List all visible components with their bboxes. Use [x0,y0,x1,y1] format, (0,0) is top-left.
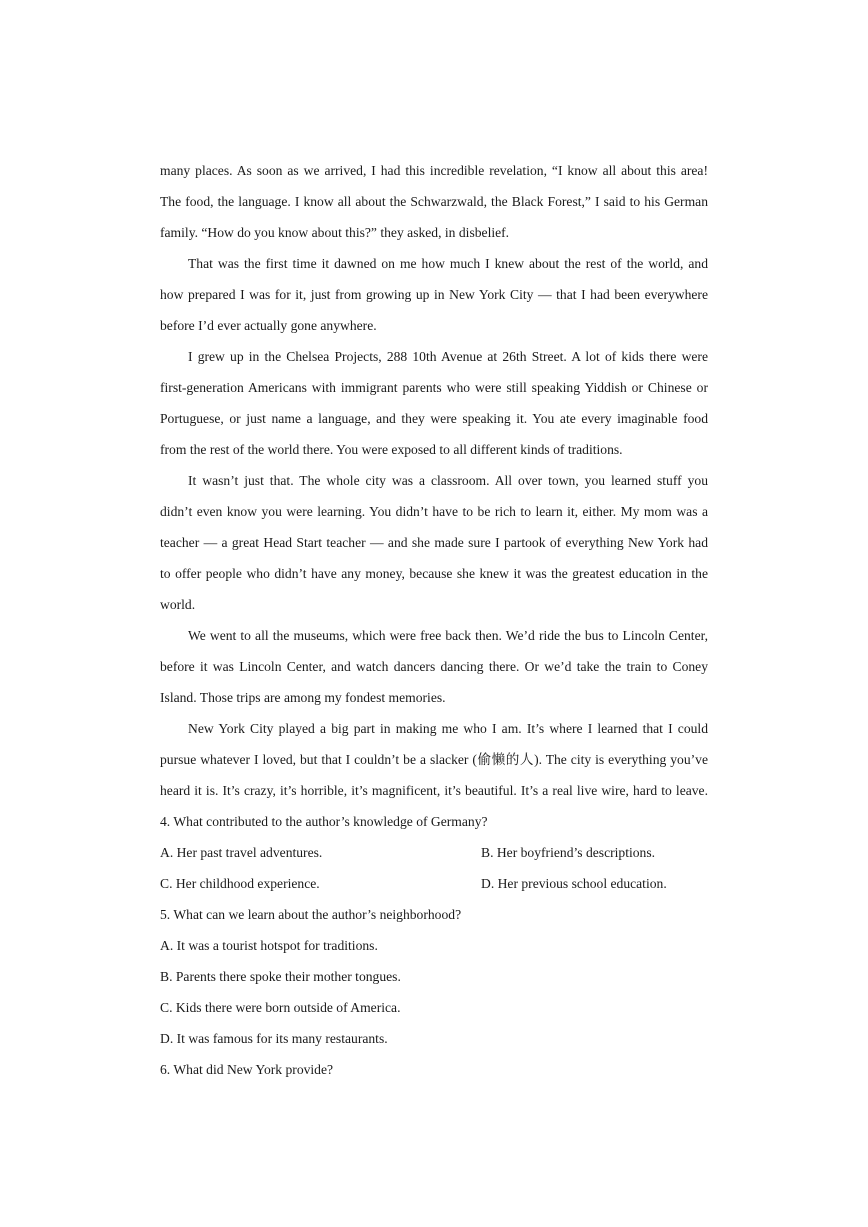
paragraph-6 [160,713,708,806]
text-line: We went to all the museums, which were free back then. We’d ride the bus to Lincoln Center, [188,628,708,643]
option-c: C. Her childhood experience. [160,876,320,891]
text-line: New York City played a big part in making me who I am. It’s where I learned that I could [188,721,708,736]
exam-page [160,155,708,1085]
text-line: Portuguese, or just name a language, and they were speaking it. You ate every imaginable food [160,411,708,426]
text-line: from the rest of the world there. You were exposed to all different kinds of traditions. [160,442,623,457]
text-line: how prepared I was for it, just from growing up in New York City — that I had been everywhere [160,287,708,302]
text-line: before I’d ever actually gone anywhere. [160,318,377,333]
text-line: world. [160,597,196,612]
text-line: Island. Those trips are among my fondest memories. [160,690,446,705]
text-line: heard it is. It’s crazy, it’s horrible, it’s magnificent, it’s beautiful. It’s a real live wire, hard to leave. [160,783,708,798]
question-5 [160,899,708,1054]
question-stem: 6. What did New York provide? [160,1062,334,1077]
option-a: A. Her past travel adventures. [160,845,323,860]
text-line: didn’t even know you were learning. You didn’t have to be rich to learn it, either. My mom was a [160,504,708,519]
option-c: C. Kids there were born outside of America. [160,1000,401,1015]
text-line: many places. As soon as we arrived, I had this incredible revelation, “I know all about this area! [160,163,708,178]
option-row [160,837,708,868]
text-line: to offer people who didn’t have any money, because she knew it was the greatest education in the [160,566,708,581]
text-line: That was the first time it dawned on me how much I knew about the rest of the world, and [188,256,708,271]
option-d: D. Her previous school education. [481,876,667,891]
text-line: pursue whatever I loved, but that I couldn’t be a slacker (偷懒的人). The city is everything you’ve [160,752,708,767]
text-line: It wasn’t just that. The whole city was a classroom. All over town, you learned stuff you [188,473,708,488]
text-line: before it was Lincoln Center, and watch dancers dancing there. Or we’d take the train to Coney [160,659,708,674]
option-b: B. Her boyfriend’s descriptions. [481,845,656,860]
text-line: I grew up in the Chelsea Projects, 288 10th Avenue at 26th Street. A lot of kids there were [188,349,708,364]
paragraph-4 [160,465,708,620]
text-line: family. “How do you know about this?” they asked, in disbelief. [160,225,510,240]
text-line: first-generation Americans with immigrant parents who were still speaking Yiddish or Chinese or [160,380,708,395]
paragraph-3 [160,341,708,465]
question-stem: 5. What can we learn about the author’s neighborhood? [160,907,462,922]
question-6 [160,1054,708,1085]
paragraph-2 [160,248,708,341]
text-line: teacher — a great Head Start teacher — and she made sure I partook of everything New York had [160,535,708,550]
option-a: A. It was a tourist hotspot for traditions. [160,938,378,953]
question-stem: 4. What contributed to the author’s knowledge of Germany? [160,814,488,829]
paragraph-1 [160,155,708,248]
option-row [160,868,708,899]
question-4 [160,806,708,899]
option-d: D. It was famous for its many restaurants. [160,1031,388,1046]
option-b: B. Parents there spoke their mother tongues. [160,969,401,984]
text-line: The food, the language. I know all about the Schwarzwald, the Black Forest,” I said to his German [160,194,708,209]
paragraph-5 [160,620,708,713]
